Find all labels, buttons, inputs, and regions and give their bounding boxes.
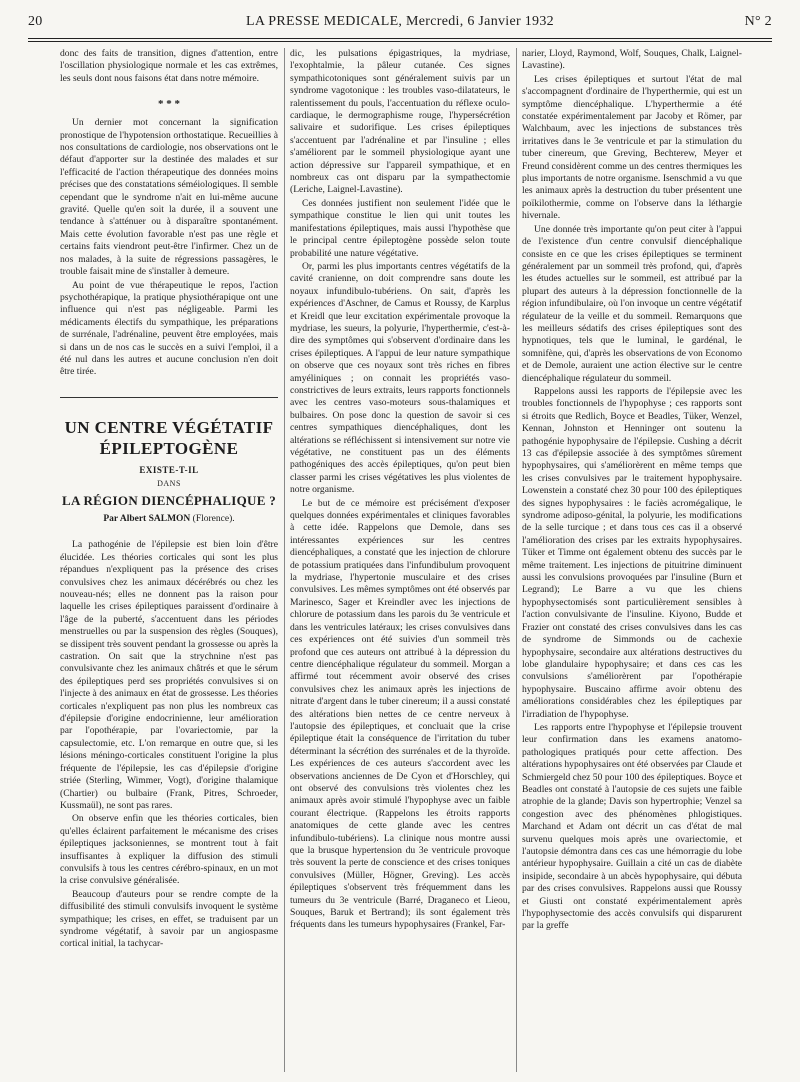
paragraph: Un dernier mot concernant la signification pronostique de l'hypotension orthostatique. Recueillies à nos consultations de cardiologie, nos observations ont le défaut d'apporter sur la destinée des malades et sur l'efficacité de l'action thérapeutique des données moins précises que des constatations séméiologiques. Il semble cependant que le syndrome n'ait en lui-même aucune gravité. Quelle qu'en soit la durée, il a souvent une tendance à s'atténuer ou à disparaître spontanément. Mais cette évolution favorable n'est pas une règle et certains faits viendront peut-être l'infirmer. Chez un de nos malades, à la suite de régressions passagères, le trouble faisait mine de s'installer à demeure. bbox=[60, 117, 278, 278]
paragraph: Rappelons aussi les rapports de l'épilepsie avec les troubles fonctionnels de l'hypophyse ; ces rapports sont si étroits que Redlich, Boyce et Beadles, Tüker, Wenzel, Kennan, Johnston et Henninger ont soutenu la pathogénie hypophysaire de l'épilepsie. Cushing a décrit 13 cas d'épilepsie associée à des symptômes sûrement hypophysaires, qui s'améliorèrent en même temps que les crises convulsives par le traitement hypophysaire. Lowenstein a constaté chez 30 pour 100 des épileptiques des signes hypophysaires : le faciès acromégalique, le syndrome adiposo-génital, la polyurie, les modifications de la selle turcique ; et dans tous ces cas il a observé l'amélioration des crises par les extraits hypophysaires. Tüker et Timme ont également obtenu des succès par le même traitement. Les injections de pituitrine diminuent aussi les convulsions provoquées par l'insuline (Burn et Legrand); Le Barre a vu que les chiens hypophysectomisés sont particulièrement sensibles à l'action convulsivante de l'insuline. Kiyono, Budde et Frazier ont constaté des crises convulsives dans les cas de syndrome de Simmonds ou de cachexie hypophysaire, secondaire aux altérations destructives du lobe glandulaire hypophysaire; et dans ces cas les convulsions s'améliorèrent par l'opothérapie hypophysaire. Buscaino affirme avoir obtenu des améliorations considérables chez les épileptiques par l'irradiation de l'hypophyse. bbox=[522, 385, 742, 720]
author-prefix: Par bbox=[103, 513, 118, 524]
article-dans: DANS bbox=[157, 479, 181, 489]
article-region: LA RÉGION DIENCÉPHALIQUE ? bbox=[61, 492, 277, 508]
paragraph: Les rapports entre l'hypophyse et l'épilepsie trouvent leur confirmation dans les examens anatomo-pathologiques pratiqués pour cette affection. Des altérations hypophysaires ont été observées par Claude et Schmiergeld chez 50 pour 100 des épileptiques. Boyce et Beadles ont constaté à l'autopsie de ces sujets une faible atrophie de la glande; Davis son hypertrophie; Venzel sa congestion avec des phénomènes phlogistiques. Marchand et Adam ont décrit un cas d'état de mal survenu quelques mois après une ovariectomie, et l'autopsie démontra dans ces cas une hémorragie du lobe antérieur hypophysaire. Guillain a cité un cas de diabète insipide, secondaire à un abcès hypophysaire, qui débuta par des crises convulsives. Rappelons aussi que Roussy et Giusti ont constaté expérimentalement après l'hypophysectomie des accès convulsifs qui disparurent par la greffe bbox=[522, 721, 742, 932]
paragraph: narier, Lloyd, Raymond, Wolf, Souques, Chalk, Laignel-Lavastine). bbox=[522, 48, 742, 72]
paragraph: Les crises épileptiques et surtout l'état de mal s'accompagnent d'ordinaire de l'hyperthermie, qui est un symptôme diencéphalique. L'hyperthermie a été constatée expérimentalement par Jacoby et Römer, par Walchbaum, avec les injections de substances très irritatives dans le 3e ventricule et par la stimulation du tuber cinereum, que Greving, Bechterew, Meyer et Freund considèrent comme un des centres thermiques les plus importants de notre organisme. Isenschmid a vu que les animaux après la destruction du tuber présentent une poïkilothermie, comme on l'observe dans la léthargie hivernale. bbox=[522, 73, 742, 222]
column-middle bbox=[290, 48, 510, 1072]
article-title-line2: ÉPILEPTOGÈNE bbox=[99, 438, 239, 458]
article-title-line1: UN CENTRE VÉGÉTATIF bbox=[64, 417, 274, 437]
page-number: 20 bbox=[28, 14, 43, 29]
paragraph: dic, les pulsations épigastriques, la mydriase, l'exophtalmie, la pâleur cutanée. Ces signes sympathicotoniques sont généralement suivis par un syndrome vagotonique : les troubles vaso-dilatateurs, le ralentissement du pouls, l'accentuation du réflexe oculo-cardiaque, le dermographisme rouge, l'hypersécrétion salivaire et sudorifique. Les crises épileptiques s'accentuent par l'adrénaline et par l'insuline ; elles s'améliorent par le sommeil physiologique ayant une action dépressive sur l'appareil sympathique, et en nombreux cas ont disparu par la sympathectomie (Leriche, Laignel-Lavastine). bbox=[290, 48, 510, 196]
article-subtitle: EXISTE-T-IL bbox=[139, 464, 199, 475]
column-divider bbox=[284, 48, 285, 1072]
column-left bbox=[60, 48, 278, 1072]
issue-number: N° 2 bbox=[744, 14, 772, 29]
paragraph: Ces données justifient non seulement l'idée que le sympathique constitue le lien qui unit toutes les manifestations épileptiques, mais aussi l'hypothèse que le principal centre épileptogène possède selon toute probabilité une nature végétative. bbox=[290, 197, 510, 259]
paragraph: Une donnée très importante qu'on peut citer à l'appui de l'existence d'un centre convulsif diencéphalique consiste en ce que les crises épileptiques se terminent généralement par un sommeil très profond, qui, d'après les études actuelles sur le sommeil, est attribué par la plupart des auteurs à la dépression fonctionnelle de la région infundibulaire, où l'on invoque un centre végétatif régulateur de la veille et du sommeil. Remarquons que les meilleurs sédatifs des crises épileptiques sont des hypnotiques, tels que le luminal, le gardénal, le somnifène, qui, d'après les observations de von Economo et de Demole, auraient une action élective sur le centre diencéphalique régulateur du sommeil. bbox=[522, 223, 742, 384]
paragraph: Au point de vue thérapeutique le repos, l'action psychothérapique, la pratique physiothérapique ont une influence qui n'est pas négligeable. Parmi les médicaments électifs du sympathique, les préparations de surrénale, l'adrénaline, peuvent être employées, mais si dans un de nos cas le succès en a suivi l'emploi, il a été nul dans les autres et aucune conclusion n'en doit être tirée. bbox=[60, 279, 278, 378]
journal-title: LA PRESSE MEDICALE, Mercredi, 6 Janvier 1932 bbox=[246, 14, 554, 29]
author-name: Albert SALMON bbox=[119, 513, 191, 524]
article-heading bbox=[60, 418, 278, 526]
paragraph: Or, parmi les plus importants centres végétatifs de la cavité cranienne, on doit comprendre sans doute les noyaux infundibulo-tubériens. On sait, d'après les expériences d'Aschner, de Camus et Roussy, de Karplus et Kreidl que leur excitation expérimentale provoque la mydriase, les sueurs, la polyurie, l'hyperthermie, c'est-à-dire des symptômes qui s'observent d'ordinaire dans les crises épileptiques. A l'appui de leur nature sympathique on observe que ces noyaux sont très riches en fibres amyéliniques ; on connait les propriétés vaso-constrictives de leurs extraits, leurs rapports fonctionnels avec les centres vaso-moteurs sous-thalamiques et bulbaires. On pose donc la question de savoir si ces centres sympathiques diencéphaliques, dont les altérations se réfléchissent si intensivement sur notre vie végétative, ne constituent pas un des éléments pathogéniques des accès épileptiques, qu'on peut bien classer parmi les crises végétatives les plus violentes de notre organisme. bbox=[290, 260, 510, 496]
paragraph: Beaucoup d'auteurs pour se rendre compte de la diffusibilité des stimuli convulsifs invoquent le système sympathique; les crises, en effet, se traduisent par un syndrome végétatif, à savoir par un angiospasme cortical initial, la tachycar- bbox=[60, 888, 278, 950]
header-rule bbox=[28, 38, 772, 42]
column-divider bbox=[516, 48, 517, 1072]
section-separator bbox=[60, 397, 278, 398]
paragraph: On observe enfin que les théories corticales, bien qu'elles éclairent parfaitement le mécanisme des crises épileptiques jacksoniennes, se montrent tout à fait insuffisantes à expliquer la diffusion des stimuli convulsifs à tous les centres cérébro-spinaux, en un mot la crise convulsive généralisée. bbox=[60, 813, 278, 887]
asterism: * * * bbox=[158, 98, 180, 111]
paragraph: La pathogénie de l'épilepsie est bien loin d'être élucidée. Les théories corticales qui sont les plus répandues n'expliquent pas la présence des crises convulsives chez les animaux décérébrés ou chez les nouveau-nés; elles ne donnent pas la raison pour laquelle les crises épileptiques paraissent d'ordinaire à l'âge de la puberté, s'accentuent dans les périodes menstruelles ou par la suspension des règles (Souques), se dissipent très souvent pendant la grossesse ou après la castration. On sait que la strychnine n'est pas convulsivante chez les animaux châtrés et que le sérum des épileptiques perd ses propriétés convulsives si on l'injecte à des animaux en état de grossesse. Les théories corticales n'expliquent pas non plus les nombreux cas d'épilepsie d'origine endocrinienne, leur amélioration par l'opothérapie, par l'ovariectomie, par la capsulectomie, etc. L'on remarque en outre que, si les lésions méningo-corticales constituent l'origine la plus fréquente de l'épilepsie, les cas d'épilepsie d'origine striée (Sterling, Wimmer, Vogt), d'origine thalamique (Chartier) ou bulbaire (Frank, Pitres, Schroeder, Kussmaül), ne sont pas rares. bbox=[60, 539, 278, 811]
author-affiliation: (Florence). bbox=[192, 513, 235, 524]
article-author bbox=[60, 513, 278, 525]
column-right bbox=[522, 48, 742, 1072]
running-header bbox=[28, 14, 772, 36]
paragraph: Le but de ce mémoire est précisément d'exposer quelques données expérimentales et cliniques favorables à cette idée. Rappelons que Demole, dans ses intéressantes expériences sur les centres diencéphaliques, a constaté que les injection de chlorure de potassium pratiquées dans l'infundibulum provoquent la mydriase, l'hypertonie musculaire et des crises convulsives. Les mêmes symptômes ont été observés par Marinesco, Sager et Kreindler avec les injections de chlorure de potassium dans les parois du 3e ventricule et dans les ventricules latéraux; les crises convulsives dans ces expériences ont été suivies d'un sommeil très profond que ces auteurs ont attribué à la dépression du centre diencéphalique régulateur du sommeil. Morgan a affirmé tout récemment avoir observé des crises convulsives chez les animaux après les injections de nitrate d'argent dans le tuber cinereum; il a aussi constaté des altérations bien nettes de ce centre nerveux à l'autopsie des épileptiques, et concluait que la crise épileptique était la conséquence de l'irritation du tuber déterminant la sécrétion des surrénales et de la thyroïde. Les expériences de ces auteurs s'accordent avec les observations anciennes de De Cyon et d'Horschley, qui ont observé des convulsions très violentes chez les animaux après avoir stimulé l'hypophyse avec un faible courant électrique. (Rappelons les étroits rapports anatomiques de cette glande avec les centres infundibulo-tubériens). La clinique nous montre aussi que la brusque hypertension du 3e ventricule provoque très souvent la perte de conscience et des crises toniques convulsives (Müller, Högner, Greving). Les accès épileptiques s'observent très fréquemment dans les tumeurs du 3e ventricule (Barré, Draganeco et Lieou, Souques, Baruk et Bertrand); ils sont également très fréquents dans les tumeurs hypophysaires (Frankel, Far- bbox=[290, 497, 510, 931]
paragraph: donc des faits de transition, dignes d'attention, entre l'oscillation physiologique normale et les cas extrêmes, les seuls dont nous faisons état dans notre mémoire. bbox=[60, 48, 278, 84]
